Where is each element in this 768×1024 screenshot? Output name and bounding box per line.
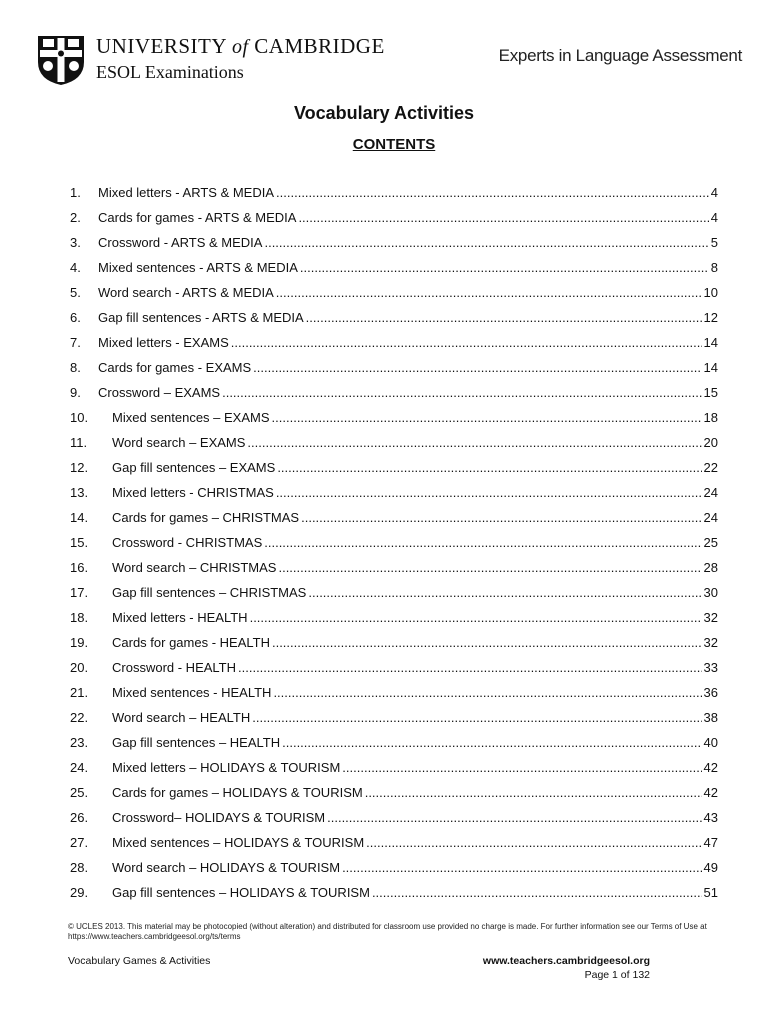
toc-entry[interactable]: [70, 885, 718, 910]
toc-entry-number: 6.: [70, 310, 81, 325]
toc-entry-page: 32: [703, 610, 718, 625]
toc-entry-number: 24.: [70, 760, 89, 775]
toc-entry-number: 15.: [70, 535, 89, 550]
footer-url-link[interactable]: www.teachers.cambridgeesol.org: [482, 955, 650, 967]
toc-dot-leader: [308, 585, 701, 600]
toc-entry[interactable]: [70, 410, 718, 435]
toc-dot-leader: [247, 435, 701, 450]
contents-heading: CONTENTS: [352, 136, 436, 153]
toc-dot-leader: [250, 610, 702, 625]
toc-entry-title: Cards for games – CHRISTMAS: [112, 510, 300, 525]
toc-entry-number: 13.: [70, 485, 89, 500]
toc-entry-page: 14: [703, 335, 718, 350]
toc-entry[interactable]: [70, 585, 718, 610]
toc-entry-title: Cards for games - EXAMS: [98, 360, 252, 375]
toc-entry-page: 42: [703, 785, 718, 800]
toc-dot-leader: [298, 210, 708, 225]
toc-entry[interactable]: [70, 235, 718, 260]
toc-entry-title: Cards for games - HEALTH: [112, 635, 270, 650]
toc-entry[interactable]: [70, 860, 718, 885]
toc-dot-leader: [222, 385, 701, 400]
toc-entry-page: 51: [703, 885, 718, 900]
toc-entry-page: 33: [703, 660, 718, 675]
toc-entry[interactable]: [70, 660, 718, 685]
toc-entry-title: Word search – HEALTH: [112, 710, 251, 725]
toc-entry-page: 22: [703, 460, 718, 475]
toc-dot-leader: [272, 635, 702, 650]
toc-entry[interactable]: [70, 310, 718, 335]
toc-entry[interactable]: [70, 385, 718, 410]
toc-entry-number: 29.: [70, 885, 89, 900]
toc-dot-leader: [272, 410, 702, 425]
toc-dot-leader: [276, 485, 702, 500]
toc-entry-title: Crossword - ARTS & MEDIA: [98, 235, 263, 250]
toc-entry-title: Crossword– HOLIDAYS & TOURISM: [112, 810, 326, 825]
toc-entry[interactable]: [70, 260, 718, 285]
toc-entry-number: 1.: [70, 185, 81, 200]
toc-entry-number: 21.: [70, 685, 89, 700]
toc-entry-number: 19.: [70, 635, 89, 650]
toc-entry-number: 10.: [70, 410, 89, 425]
toc-dot-leader: [282, 735, 701, 750]
page-title: Vocabulary Activities: [293, 103, 475, 123]
toc-entry[interactable]: [70, 535, 718, 560]
toc-entry-page: 8: [710, 260, 718, 275]
toc-entry-page: 42: [703, 760, 718, 775]
toc-entry[interactable]: [70, 435, 718, 460]
toc-dot-leader: [231, 335, 702, 350]
toc-entry[interactable]: [70, 510, 718, 535]
toc-entry[interactable]: [70, 610, 718, 635]
toc-dot-leader: [253, 360, 701, 375]
toc-entry-title: Gap fill sentences – CHRISTMAS: [112, 585, 307, 600]
toc-entry-number: 20.: [70, 660, 89, 675]
toc-entry-title: Gap fill sentences – EXAMS: [112, 460, 276, 475]
esol-examinations: ESOL Examinations: [96, 62, 244, 82]
toc-entry-page: 24: [703, 485, 718, 500]
toc-entry-number: 4.: [70, 260, 81, 275]
toc-entry-title: Crossword - CHRISTMAS: [112, 535, 263, 550]
toc-entry-number: 17.: [70, 585, 89, 600]
toc-entry-page: 4: [710, 185, 718, 200]
toc-entry[interactable]: [70, 785, 718, 810]
toc-dot-leader: [238, 660, 702, 675]
toc-entry-title: Cards for games – HOLIDAYS & TOURISM: [112, 785, 363, 800]
toc-entry-page: 12: [703, 310, 718, 325]
cambridge-crest-icon: [36, 34, 86, 86]
toc-entry[interactable]: [70, 635, 718, 660]
toc-entry[interactable]: [70, 185, 718, 210]
table-of-contents: [70, 185, 718, 910]
toc-dot-leader: [306, 310, 702, 325]
toc-entry-title: Word search - ARTS & MEDIA: [98, 285, 274, 300]
toc-entry-number: 11.: [70, 435, 88, 450]
toc-entry[interactable]: [70, 335, 718, 360]
toc-entry-number: 18.: [70, 610, 89, 625]
toc-entry-number: 12.: [70, 460, 89, 475]
toc-entry-title: Crossword - HEALTH: [112, 660, 237, 675]
toc-entry-title: Mixed sentences - ARTS & MEDIA: [98, 260, 298, 275]
toc-entry-title: Gap fill sentences - ARTS & MEDIA: [98, 310, 304, 325]
toc-entry-page: 47: [703, 835, 718, 850]
toc-entry[interactable]: [70, 360, 718, 385]
toc-entry-page: 40: [703, 735, 718, 750]
toc-entry-page: 24: [703, 510, 718, 525]
toc-entry-page: 36: [703, 685, 718, 700]
toc-dot-leader: [342, 760, 701, 775]
toc-entry-number: 28.: [70, 860, 89, 875]
toc-entry[interactable]: [70, 460, 718, 485]
toc-entry[interactable]: [70, 685, 718, 710]
toc-entry-page: 43: [703, 810, 718, 825]
toc-entry[interactable]: [70, 835, 718, 860]
toc-entry-number: 25.: [70, 785, 89, 800]
toc-entry-number: 2.: [70, 210, 81, 225]
page-number: Page 1 of 132: [584, 969, 650, 981]
toc-entry[interactable]: [70, 560, 718, 585]
copyright-footnote: © UCLES 2013. This material may be photocopied (without alteration) and distributed for classroom use provided no charge is made. For further information see our Terms of Use at https://www.teachers.cambridgeesol.org/ts/terms: [68, 922, 707, 941]
toc-dot-leader: [327, 810, 701, 825]
toc-dot-leader: [342, 860, 701, 875]
toc-dot-leader: [366, 835, 701, 850]
toc-entry-title: Mixed letters - EXAMS: [98, 335, 229, 350]
toc-dot-leader: [300, 260, 709, 275]
toc-entry[interactable]: [70, 760, 718, 785]
toc-dot-leader: [276, 185, 709, 200]
toc-dot-leader: [264, 235, 708, 250]
toc-entry-number: 3.: [70, 235, 81, 250]
toc-entry[interactable]: [70, 285, 718, 310]
toc-dot-leader: [252, 710, 701, 725]
toc-entry-title: Gap fill sentences – HOLIDAYS & TOURISM: [112, 885, 370, 900]
toc-entry-page: 14: [703, 360, 718, 375]
toc-entry-number: 5.: [70, 285, 81, 300]
toc-entry-title: Mixed letters – HOLIDAYS & TOURISM: [112, 760, 341, 775]
toc-entry-page: 32: [703, 635, 718, 650]
toc-entry-number: 27.: [70, 835, 89, 850]
footer-title: Vocabulary Games & Activities: [68, 955, 211, 967]
toc-entry-number: 14.: [70, 510, 89, 525]
toc-entry-page: 15: [703, 385, 718, 400]
toc-entry-page: 49: [703, 860, 718, 875]
page-header: [36, 30, 746, 90]
toc-entry-number: 9.: [70, 385, 81, 400]
toc-entry-title: Mixed sentences – HOLIDAYS & TOURISM: [112, 835, 365, 850]
toc-entry-page: 4: [710, 210, 718, 225]
toc-entry-number: 22.: [70, 710, 89, 725]
toc-entry-page: 18: [703, 410, 718, 425]
toc-entry-page: 20: [703, 435, 718, 450]
university-name: UNIVERSITY of CAMBRIDGE: [96, 34, 385, 58]
toc-dot-leader: [264, 535, 701, 550]
toc-entry-title: Word search – EXAMS: [112, 435, 246, 450]
toc-entry-title: Mixed sentences - HEALTH: [112, 685, 272, 700]
tagline: Experts in Language Assessment: [498, 46, 742, 65]
toc-entry-title: Word search – HOLIDAYS & TOURISM: [112, 860, 341, 875]
toc-entry-title: Mixed letters - CHRISTMAS: [112, 485, 274, 500]
toc-entry-title: Word search – CHRISTMAS: [112, 560, 277, 575]
toc-entry-title: Mixed letters - ARTS & MEDIA: [98, 185, 275, 200]
toc-entry-number: 8.: [70, 360, 81, 375]
toc-entry[interactable]: [70, 810, 718, 835]
toc-dot-leader: [273, 685, 701, 700]
toc-entry-title: Cards for games - ARTS & MEDIA: [98, 210, 297, 225]
toc-entry-page: 10: [703, 285, 718, 300]
toc-dot-leader: [365, 785, 702, 800]
toc-dot-leader: [372, 885, 702, 900]
toc-entry-title: Gap fill sentences – HEALTH: [112, 735, 281, 750]
toc-entry-number: 26.: [70, 810, 89, 825]
toc-entry-title: Crossword – EXAMS: [98, 385, 221, 400]
toc-entry-number: 7.: [70, 335, 81, 350]
toc-entry-page: 38: [703, 710, 718, 725]
toc-entry-number: 23.: [70, 735, 89, 750]
toc-dot-leader: [278, 560, 701, 575]
toc-dot-leader: [277, 460, 701, 475]
toc-entry[interactable]: [70, 735, 718, 760]
toc-dot-leader: [276, 285, 702, 300]
toc-dot-leader: [301, 510, 701, 525]
toc-entry-page: 5: [710, 235, 718, 250]
toc-entry[interactable]: [70, 485, 718, 510]
toc-entry-page: 25: [703, 535, 718, 550]
toc-entry-page: 28: [703, 560, 718, 575]
toc-entry-number: 16.: [70, 560, 89, 575]
toc-entry-page: 30: [703, 585, 718, 600]
toc-entry[interactable]: [70, 710, 718, 735]
toc-entry[interactable]: [70, 210, 718, 235]
toc-entry-title: Mixed sentences – EXAMS: [112, 410, 270, 425]
toc-entry-title: Mixed letters - HEALTH: [112, 610, 248, 625]
